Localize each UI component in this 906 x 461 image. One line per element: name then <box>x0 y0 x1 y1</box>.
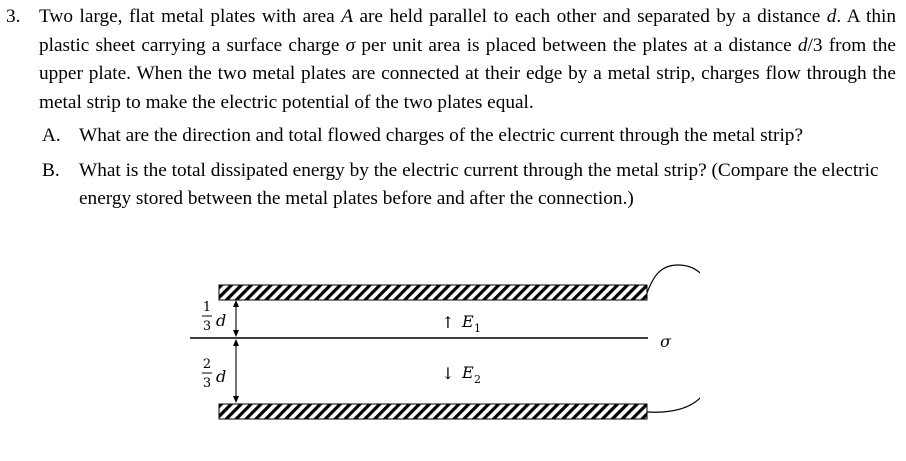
statement-part-5: /3 from the upper plate. When the two metal plates are connected at their edge by a metal strip, charges flow through the metal strip to make the electric potential of the two plates equal. <box>39 34 896 114</box>
lower-gap-numerator: 2 <box>202 357 212 372</box>
up-arrow-icon: ↑ <box>441 313 455 332</box>
sub-question-a-label: A. <box>42 124 61 146</box>
field-e1-label <box>441 312 481 335</box>
lower-gap-label <box>202 357 226 391</box>
distance-symbol: d <box>826 6 837 27</box>
down-arrow-icon: ↓ <box>441 364 455 383</box>
statement-part-1: Two large, flat metal plates with area <box>39 6 342 27</box>
metal-strip <box>647 265 700 412</box>
sub-question-a-text: What are the direction and total flowed charges of the electric current through the metal strip? <box>79 124 803 146</box>
upper-gap-numerator: 1 <box>202 300 212 315</box>
problem-statement <box>39 3 896 118</box>
field-e1-subscript: 1 <box>474 322 481 335</box>
sub-question-a <box>42 122 896 151</box>
problem-number: 3. <box>6 6 21 27</box>
lower-gap-denominator: 3 <box>202 376 212 391</box>
field-e2-subscript: 2 <box>474 373 481 386</box>
upper-metal-plate <box>219 285 647 300</box>
field-e2-label <box>441 363 481 386</box>
statement-part-4: per unit area is placed between the plates at a distance <box>355 34 798 56</box>
statement-part-3: . A thin plastic sheet carrying a surface charge <box>39 6 896 56</box>
area-symbol: A <box>341 6 353 27</box>
sub-question-b-label: B. <box>42 159 60 181</box>
lower-gap-arrow <box>233 339 239 403</box>
sub-question-b-text: What is the total dissipated energy by the electric current through the metal strip? (Compare the electric energy stored between the metal plates before and after the connection.) <box>79 159 879 210</box>
distance-symbol-2: d <box>797 34 808 56</box>
lower-gap-variable: d <box>216 367 227 386</box>
problem-statement-row <box>6 3 896 118</box>
problem-3 <box>6 3 896 214</box>
field-e2-symbol: E <box>462 363 474 382</box>
field-e1-symbol: E <box>462 312 474 331</box>
plates-diagram <box>190 255 700 455</box>
upper-gap-label <box>202 300 226 334</box>
upper-gap-arrow <box>233 300 239 337</box>
upper-gap-denominator: 3 <box>202 319 212 334</box>
sheet-charge-label: σ <box>660 332 671 351</box>
surface-charge-symbol: σ <box>345 34 356 56</box>
sub-question-b <box>42 157 896 214</box>
statement-part-2: are held parallel to each other and separated by a distance <box>352 6 827 27</box>
upper-gap-variable: d <box>216 311 227 330</box>
lower-metal-plate <box>219 404 647 419</box>
